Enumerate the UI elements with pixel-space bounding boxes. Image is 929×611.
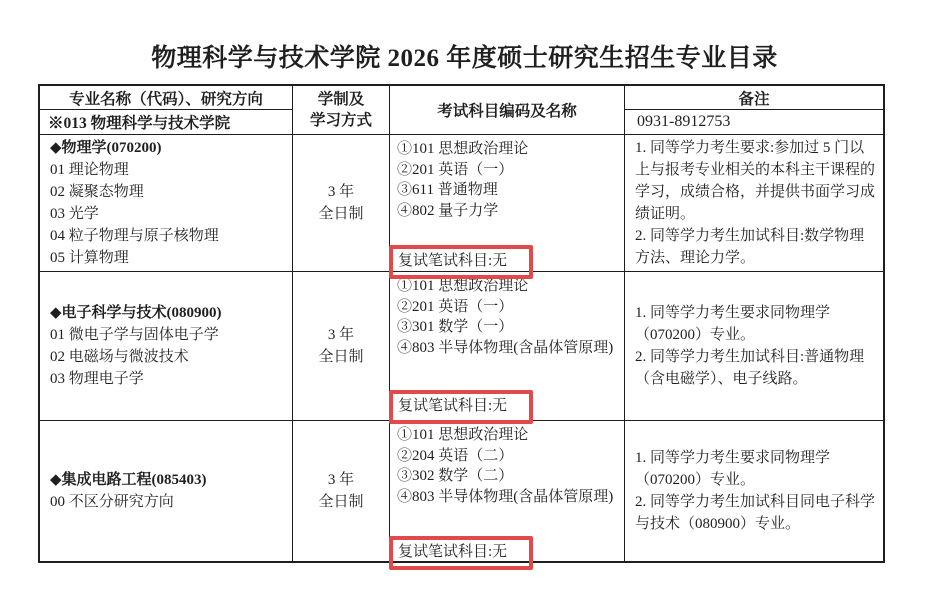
remark-item: 2. 同等学力考生加试科目:普通物理（含电磁学）、电子线路。 xyxy=(635,349,865,387)
duration-header-line1: 学制及 xyxy=(317,91,365,108)
subject-item: ①101 思想政治理论 xyxy=(397,278,529,294)
retest-label: 复试笔试科目:无 xyxy=(398,253,508,269)
college-code-label: ※013 物理科学与技术学院 xyxy=(48,115,231,132)
direction-item: 01 理论物理 xyxy=(50,162,129,178)
subject-item: ②201 英语（一） xyxy=(397,161,514,178)
column-header-duration xyxy=(293,86,390,135)
column-header-subjects: 考试科目编码及名称 xyxy=(390,86,625,135)
remarks-cell xyxy=(625,272,883,421)
duration-text: 3 年 xyxy=(327,472,355,488)
direction-item: 01 微电子学与固体电子学 xyxy=(50,327,219,343)
direction-item: 05 计算物理 xyxy=(50,250,129,266)
subjects-cell xyxy=(390,135,625,272)
subject-item: ④803 半导体物理(含晶体管原理) xyxy=(397,339,614,356)
direction-item: 03 物理电子学 xyxy=(50,371,144,387)
duration-text: 3 年 xyxy=(327,327,355,343)
contact-phone: 0931-8912753 xyxy=(637,113,731,130)
subject-item: ③302 数学（二） xyxy=(397,468,514,484)
direction-item: 00 不区分研究方向 xyxy=(50,494,174,510)
subjects-cell xyxy=(390,272,625,421)
header-cell-program xyxy=(40,86,293,135)
duration-cell xyxy=(293,421,390,561)
admission-catalog-table xyxy=(38,84,885,563)
retest-label: 复试笔试科目:无 xyxy=(398,398,508,414)
remark-item: 1. 同等学力考生要求同物理学（070200）专业。 xyxy=(635,305,831,343)
study-mode-text: 全日制 xyxy=(318,349,364,365)
program-name: ◆物理学(070200) xyxy=(50,140,162,156)
remark-item: 2. 同等学力考生加试科目同电子科学与技术（080900）专业。 xyxy=(635,494,876,532)
subject-item: ①101 思想政治理论 xyxy=(397,427,529,443)
subjects-cell xyxy=(390,421,625,561)
direction-item: 03 光学 xyxy=(50,206,99,222)
subject-item: ③611 普通物理 xyxy=(397,182,498,198)
remark-item: 1. 同等学力考生要求:参加过 5 门以上与报考专业相关的本科主干课程的学习，成绩合格，并提供书面学习成绩证明。 xyxy=(635,140,876,222)
subject-item: ②204 英语（二） xyxy=(397,447,514,464)
duration-text: 3 年 xyxy=(327,184,355,200)
retest-highlight-box xyxy=(389,390,533,424)
study-mode-text: 全日制 xyxy=(318,206,364,222)
duration-cell xyxy=(293,272,390,421)
direction-item: 04 粒子物理与原子核物理 xyxy=(50,228,219,244)
remark-item: 1. 同等学力考生要求同物理学（070200）专业。 xyxy=(635,450,831,488)
duration-header-line2: 学习方式 xyxy=(309,112,372,129)
study-mode-text: 全日制 xyxy=(318,494,364,510)
remark-item: 2. 同等学力考生加试科目:数学物理方法、理论力学。 xyxy=(635,228,865,266)
subject-item: ③301 数学（一） xyxy=(397,319,514,335)
remarks-cell xyxy=(625,421,883,561)
direction-item: 02 电磁场与微波技术 xyxy=(50,349,189,365)
retest-highlight-box xyxy=(389,245,533,279)
column-header-program: 专业名称（代码）、研究方向 xyxy=(40,86,292,110)
retest-highlight-box xyxy=(389,536,533,570)
program-name: ◆集成电路工程(085403) xyxy=(50,472,207,488)
remarks-cell xyxy=(625,135,883,272)
direction-item: 02 凝聚态物理 xyxy=(50,184,144,200)
retest-label: 复试笔试科目:无 xyxy=(398,544,508,560)
subject-item: ②201 英语（一） xyxy=(397,298,514,315)
page-title: 物理科学与技术学院 2026 年度硕士研究生招生专业目录 xyxy=(151,45,778,72)
column-header-remarks: 备注 xyxy=(625,86,883,110)
subject-item: ①101 思想政治理论 xyxy=(397,141,529,157)
subject-item: ④803 半导体物理(含晶体管原理) xyxy=(397,488,614,505)
program-cell-electronics xyxy=(40,272,293,421)
program-cell-physics xyxy=(40,135,293,272)
program-name: ◆电子科学与技术(080900) xyxy=(50,305,222,321)
header-cell-remarks xyxy=(625,86,883,135)
duration-cell xyxy=(293,135,390,272)
program-cell-ic-engineering xyxy=(40,421,293,561)
subject-item: ④802 量子力学 xyxy=(397,202,499,219)
